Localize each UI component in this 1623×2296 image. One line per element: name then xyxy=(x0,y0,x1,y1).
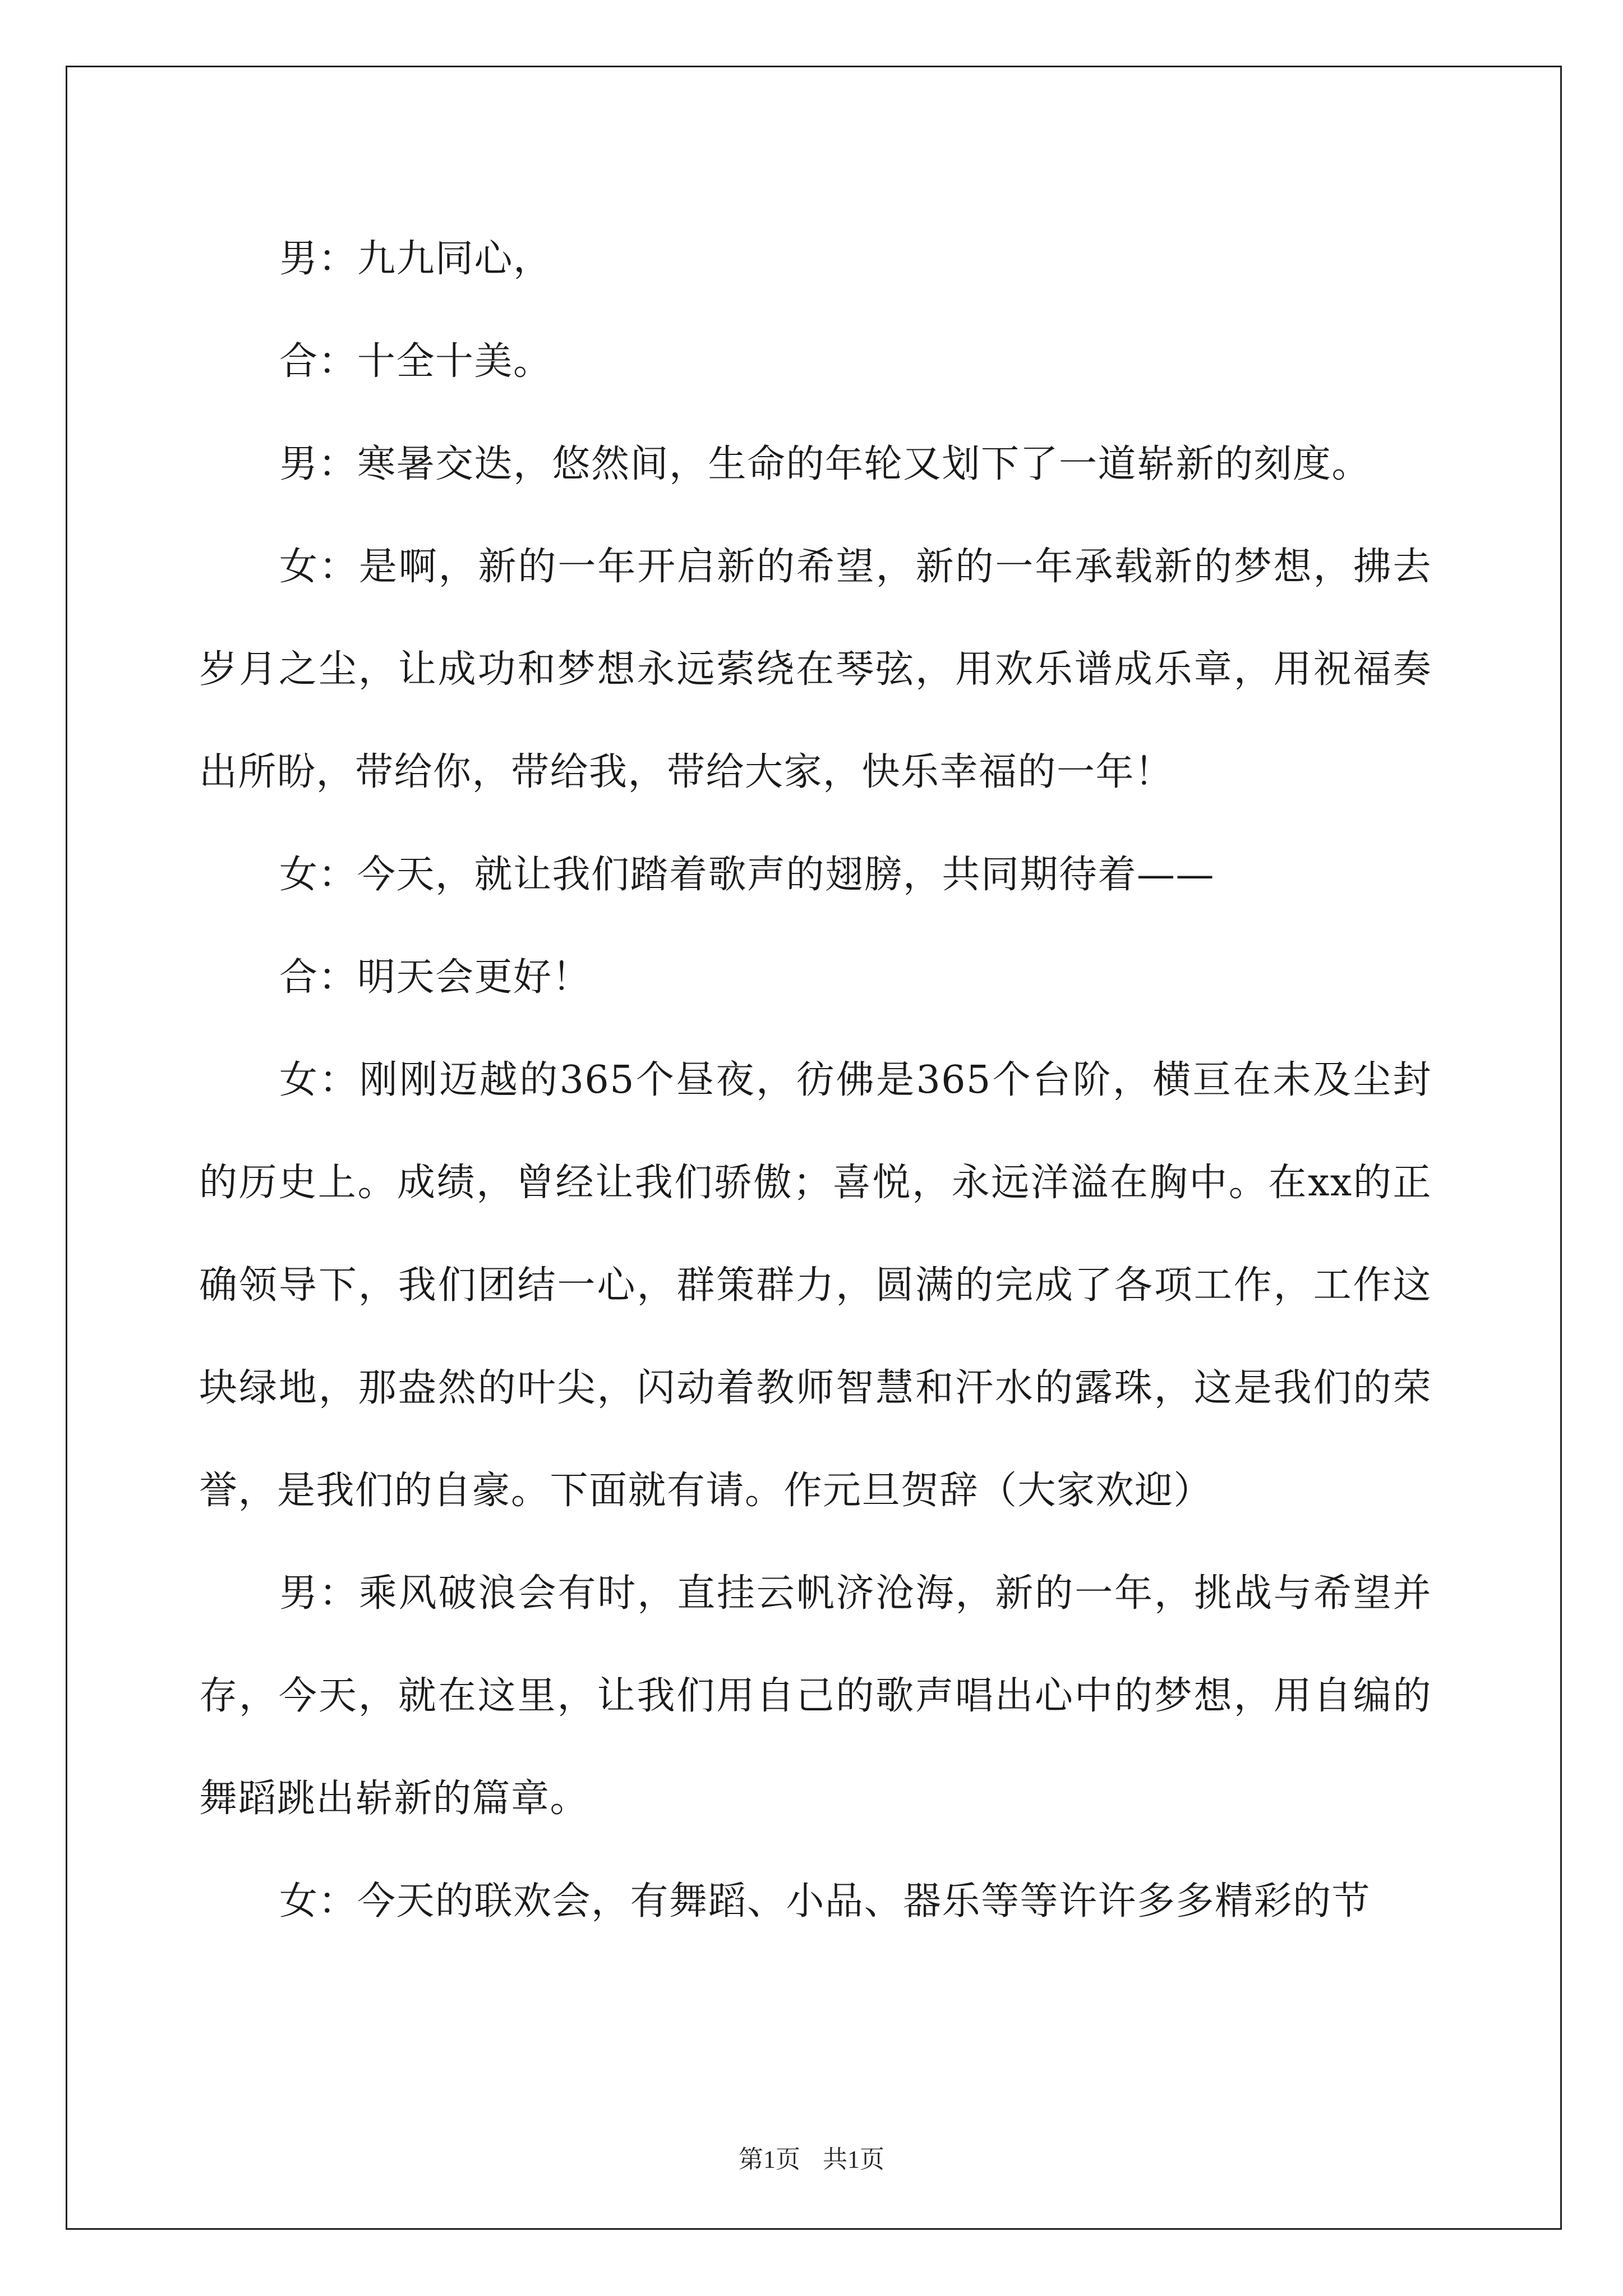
paragraph: 男：九九同心， xyxy=(279,237,552,281)
page-total: 共1页 xyxy=(823,2146,884,2173)
paragraph: 女：是啊，新的一年开启新的希望，新的一年承载新的梦想，拂去岁月之尘，让成功和梦想永远萦绕在琴弦，用欢乐谱成乐章，用祝福奏出所盼，带给你，带给我，带给大家，快乐幸福的一年！ xyxy=(199,545,1432,794)
paragraph: 女：今天，就让我们踏着歌声的翅膀，共同期待着—— xyxy=(279,853,1215,897)
page-footer xyxy=(0,2143,1623,2177)
paragraph: 女：刚刚迈越的365个昼夜，彷佛是365个台阶，横亘在未及尘封的历史上。成绩，曾经让我们骄傲；喜悦，永远洋溢在胸中。在xx的正确领导下，我们团结一心，群策群力，圆满的完成了各项工作，工作这块绿地，那盎然的叶尖，闪动着教师智慧和汗水的露珠，这是我们的荣誉，是我们的自豪。下面就有请。作元旦贺辞（大家欢迎） xyxy=(199,1058,1432,1513)
paragraph: 合：明天会更好！ xyxy=(279,955,592,1000)
paragraph: 合：十全十美。 xyxy=(279,339,552,384)
paragraph: 男：寒暑交迭，悠然间，生命的年轮又划下了一道崭新的刻度。 xyxy=(279,442,1371,486)
paragraph: 女：今天的联欢会，有舞蹈、小品、器乐等等许许多多精彩的节 xyxy=(279,1879,1371,1924)
paragraph: 男：乘风破浪会有时，直挂云帆济沧海，新的一年，挑战与希望并存，今天，就在这里，让我们用自己的歌声唱出心中的梦想，用自编的舞蹈跳出崭新的篇章。 xyxy=(199,1571,1432,1821)
document-body xyxy=(199,208,1432,1953)
page-number: 第1页 xyxy=(739,2146,800,2173)
